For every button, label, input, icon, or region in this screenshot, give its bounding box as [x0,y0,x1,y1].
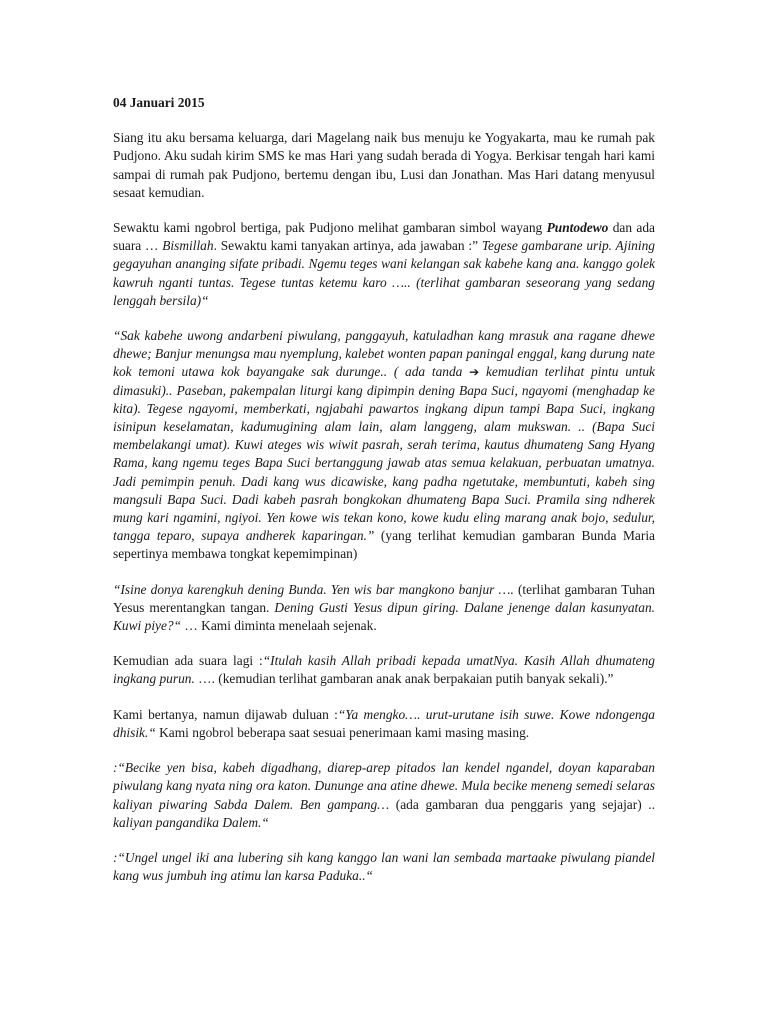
paragraph-4: “Isine donya karengkuh dening Bunda. Yen wis bar mangkono banjur …. (terlihat gambaran Tuhan Yesus merentangkan tangan. Dening Gusti Yesus dipun giring. Dalane jenenge dalan kasunyatan. Kuwi piye?“ … Kami diminta menelaah sejenak. [113,581,655,634]
paragraph-1: Siang itu aku bersama keluarga, dari Magelang naik bus menuju ke Yogyakarta, mau ke rumah pak Pudjono. Aku sudah kirim SMS ke mas Hari yang sudah berada di Yogya. Berkisar tengah hari kami sampai di rumah pak Pudjono, bertemu dengan ibu, Lusi dan Jonathan. Mas Hari datang menyusul sesaat kemudian. [113,130,655,200]
paragraph-5: Kemudian ada suara lagi :“Itulah kasih Allah pribadi kepada umatNya. Kasih Allah dhumateng ingkang purun. …. (kemudian terlihat gambaran anak anak berpakaian putih banyak sekali).” [113,653,656,687]
paragraph-8: :“Ungel ungel iki ana lubering sih kang kanggo lan wani lan sembada martaake piwulang piandel kang wus jumbuh ing atimu lan karsa Paduka..“ [113,849,655,884]
paragraph-2: Sewaktu kami ngobrol bertiga, pak Pudjono melihat gambaran simbol wayang Puntodewo dan ada suara … Bismillah. Sewaktu kami tanyakan artinya, ada jawaban :” Tegese gambarane urip. Ajining gegayuhan ananging sifate pribadi. Ngemu teges wani kelangan sak kabehe kang ana. kanggo golek kawruh nganti tuntas. Tegese tuntas ketemu karo ….. (terlihat gambaran seseorang yang sedang lenggah bersila)“ [113,220,655,308]
wayang-name: Puntodewo [546,220,609,236]
paragraph-6: Kami bertanya, namun dijawab duluan :“Ya mengko…. urut-urutane isih suwe. Kowe ndongenga dhisik.“ Kami ngobrol beberapa saat sesuai penerimaan kami masing masing. [113,706,655,740]
paragraph-3: “Sak kabehe uwong andarbeni piwulang, panggayuh, katuladhan kang mrasuk ana ragane dhewe dhewe; Banjur menungsa mau nyemplung, kalebet wonten papan paningal enggal, kang durung nate kok temoni utawa kok bayangake sak durunge.. ( ada tanda ➔ kemudian terlihat pintu untuk dimasuki).. Paseban, pakempalan liturgi kang dipimpin dening Bapa Suci, ngayomi (menghadap ke kita). Tegese ngayomi, memberkati, ngjabahi pawartos ingkang dipun tampi Bapa Suci, ingkang isinipun keselamatan, kadumugining alam lain, alam langgeng, alam mukswan. .. (Bapa Suci membelakangi umat). Kuwi ateges wis wiwit pasrah, serah terima, kautus dhumateng Sang Hyang Rama, kang ngemu teges Bapa Suci bertanggung jawab atas semua kelakuan, perbuatan umatnya. Jadi pemimpin penuh. Dadi kang wus dicawiske, kang padha ngetutake, membuntuti, kabeh sing mangsuli Bapa Suci. Dadi kabeh pasrah bongkokan dhumateng Bapa Suci. Pramila sing ndherek mung kari ngamini, ngiyoi. Yen kowe wis tekan kono, kowe kudu eling marang anak bojo, sedulur, tangga teparo, supaya andherek kaparingan.” (yang terlihat kemudian gambaran Bunda Maria sepertinya membawa tongkat kepemimpinan) [113,328,655,562]
entry-date: 04 Januari 2015 [113,95,205,110]
right-arrow-icon: ➔ [469,365,480,380]
paragraph-7: :“Becike yen bisa, kabeh digadhang, diarep-arep pitados lan kendel ngandel, doyan kaparaban piwulang kang nyata ning ora katon. Dununge ana atine dhewe. Mula becike meneng semedi selaras kaliyan piwaring Sabda Dalem. Ben gampang… (ada gambaran dua penggaris yang sejajar) .. kaliyan pangandika Dalem.“ [113,760,655,830]
document-page [113,94,655,902]
